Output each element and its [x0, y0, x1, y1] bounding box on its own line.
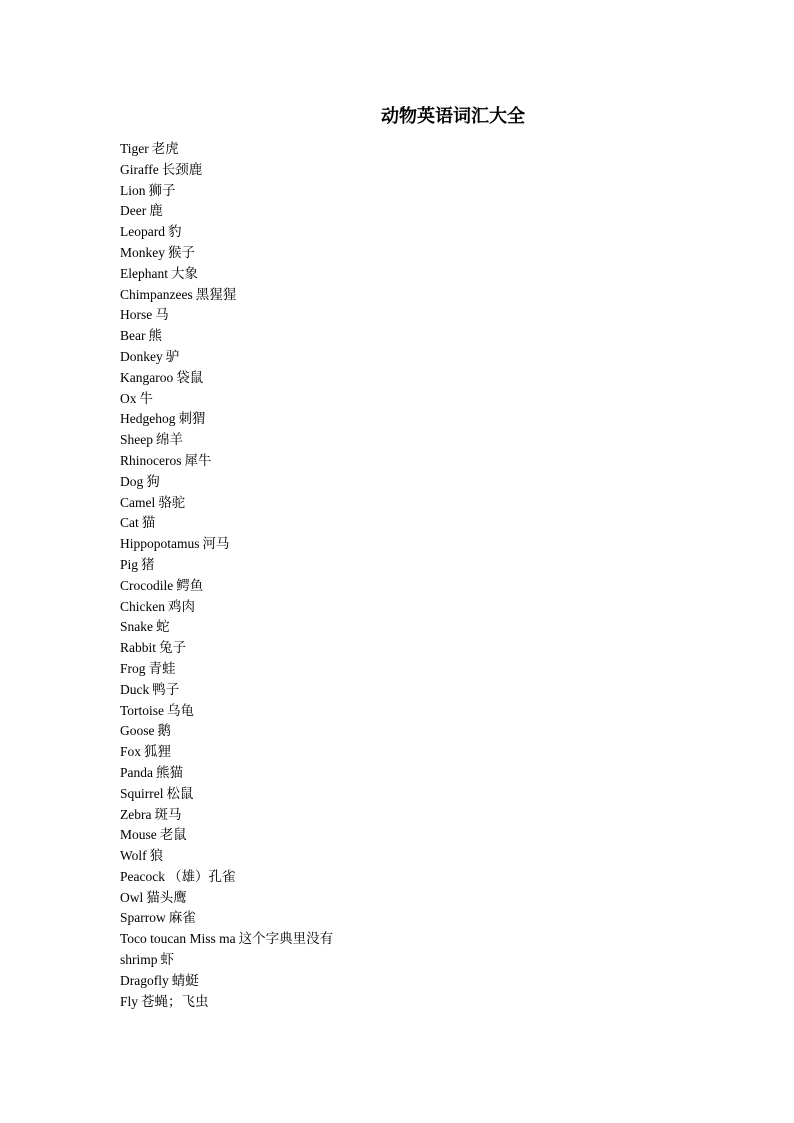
entry-english-word: Zebra: [120, 806, 152, 822]
vocabulary-entry: [120, 493, 333, 514]
vocabulary-entry: [120, 971, 333, 992]
vocabulary-entry: [120, 534, 333, 555]
vocabulary-entry: [120, 368, 333, 389]
entry-chinese-word: 松鼠: [166, 785, 194, 801]
vocabulary-entry: [120, 805, 333, 826]
entry-chinese-word: 骆驼: [158, 494, 186, 510]
entry-english-word: Sparrow: [120, 910, 166, 926]
entry-english-word: Chicken: [120, 598, 165, 614]
entry-chinese-word: 绵羊: [156, 432, 183, 448]
entry-english-word: Toco toucan Miss ma: [120, 931, 236, 947]
entry-chinese-word: （雄）孔雀: [167, 868, 236, 884]
vocabulary-entry: [120, 950, 333, 971]
vocabulary-entry: [120, 638, 333, 659]
vocabulary-entry: [120, 285, 333, 306]
vocabulary-entry: [120, 409, 333, 430]
entry-chinese-word: 狗: [146, 473, 160, 489]
entry-english-word: Chimpanzees: [120, 286, 193, 302]
entry-chinese-word: 狐狸: [144, 744, 172, 760]
entry-chinese-word: 鸡肉: [168, 598, 195, 614]
entry-english-word: Crocodile: [120, 577, 174, 593]
entry-english-word: Bear: [120, 328, 146, 344]
entry-english-word: Hippopotamus: [120, 536, 200, 552]
vocabulary-entry: [120, 784, 333, 805]
entry-chinese-word: 熊: [148, 328, 162, 344]
vocabulary-entry: [120, 555, 333, 576]
entry-english-word: Frog: [120, 660, 146, 676]
vocabulary-entry: [120, 680, 333, 701]
vocabulary-entry: [120, 305, 333, 326]
entry-english-word: Elephant: [120, 265, 168, 281]
vocabulary-entry: [120, 451, 333, 472]
vocabulary-entry: [120, 389, 333, 410]
vocabulary-entry: [120, 659, 333, 680]
vocabulary-entry: [120, 867, 333, 888]
entry-chinese-word: 蛇: [156, 619, 170, 635]
entry-english-word: Tiger: [120, 141, 149, 156]
vocabulary-entry: [120, 617, 333, 638]
vocabulary-entry: [120, 222, 333, 243]
entry-english-word: Cat: [120, 515, 139, 531]
entry-english-word: Camel: [120, 494, 156, 510]
vocabulary-entry: [120, 347, 333, 368]
entry-english-word: Sheep: [120, 432, 153, 448]
entry-chinese-word: 鹅: [157, 723, 171, 739]
entry-english-word: Lion: [120, 182, 146, 198]
entry-english-word: Ox: [120, 390, 137, 406]
entry-english-word: Mouse: [120, 827, 157, 843]
entry-chinese-word: 麻雀: [168, 910, 196, 926]
entry-chinese-word: 豹: [167, 224, 182, 240]
entry-english-word: Squirrel: [120, 785, 164, 801]
entry-chinese-word: 蜻蜓: [171, 972, 199, 988]
entry-chinese-word: 熊猫: [156, 764, 183, 780]
entry-english-word: Goose: [120, 723, 155, 739]
vocabulary-entry: [120, 264, 333, 285]
entry-english-word: Panda: [120, 764, 153, 780]
vocabulary-entry: [120, 160, 333, 181]
vocabulary-entry: [120, 597, 333, 618]
vocabulary-entry: [120, 326, 333, 347]
vocabulary-entry: [120, 846, 333, 867]
entry-english-word: Leopard: [120, 224, 165, 240]
entry-chinese-word: 鳄鱼: [176, 577, 204, 593]
entry-english-word: Tortoise: [120, 702, 165, 718]
entry-chinese-word: 苍蝇；飞虫: [141, 993, 209, 1009]
entry-english-word: Horse: [120, 307, 153, 323]
entry-chinese-word: 河马: [202, 536, 230, 552]
entry-english-word: Hedgehog: [120, 411, 176, 427]
entry-chinese-word: 乌龟: [167, 702, 195, 718]
vocabulary-entry: [120, 513, 333, 534]
vocabulary-entry: [120, 929, 333, 950]
entry-english-word: Rhinoceros: [120, 452, 182, 468]
entry-chinese-word: 鹿: [149, 203, 163, 219]
vocabulary-entry: [120, 992, 333, 1013]
entry-chinese-word: 长颈鹿: [161, 161, 203, 177]
entry-english-word: Kangaroo: [120, 369, 174, 385]
entry-chinese-word: 猫头鹰: [146, 889, 187, 905]
vocabulary-entry: [120, 576, 333, 597]
entry-english-word: Owl: [120, 889, 144, 905]
entry-chinese-word: 猫: [141, 515, 156, 531]
entry-english-word: Wolf: [120, 848, 147, 864]
entry-chinese-word: 狼: [149, 848, 164, 864]
entry-chinese-word: 驴: [165, 348, 180, 364]
vocabulary-entry: [120, 763, 333, 784]
vocabulary-entry: [120, 139, 333, 160]
entry-english-word: Dragofly: [120, 972, 169, 988]
entry-chinese-word: 老鼠: [159, 827, 187, 843]
entry-chinese-word: 大象: [170, 265, 198, 281]
entry-english-word: Peacock: [120, 868, 165, 884]
vocabulary-list: [120, 139, 333, 1012]
vocabulary-entry: [120, 430, 333, 451]
entry-chinese-word: 青蛙: [148, 660, 176, 676]
entry-chinese-word: 老虎: [151, 141, 179, 156]
entry-english-word: Rabbit: [120, 640, 156, 656]
vocabulary-entry: [120, 243, 333, 264]
entry-english-word: Donkey: [120, 348, 163, 364]
vocabulary-entry: [120, 472, 333, 493]
entry-chinese-word: 这个字典里没有: [238, 931, 334, 947]
entry-english-word: shrimp: [120, 952, 158, 968]
vocabulary-entry: [120, 201, 333, 222]
vocabulary-entry: [120, 721, 333, 742]
entry-chinese-word: 犀牛: [184, 452, 212, 468]
entry-english-word: Dog: [120, 473, 144, 489]
document-title: 动物英语词汇大全: [381, 106, 525, 127]
vocabulary-entry: [120, 181, 333, 202]
entry-chinese-word: 斑马: [154, 806, 182, 822]
entry-chinese-word: 猴子: [168, 244, 195, 260]
entry-chinese-word: 马: [155, 307, 169, 323]
vocabulary-entry: [120, 825, 333, 846]
entry-chinese-word: 狮子: [148, 182, 176, 198]
entry-chinese-word: 袋鼠: [176, 369, 204, 385]
entry-english-word: Pig: [120, 556, 139, 572]
entry-chinese-word: 刺猬: [178, 411, 206, 427]
vocabulary-entry: [120, 742, 333, 763]
entry-chinese-word: 猪: [141, 556, 155, 572]
entry-english-word: Duck: [120, 681, 150, 697]
vocabulary-entry: [120, 701, 333, 722]
entry-english-word: Monkey: [120, 244, 165, 260]
entry-chinese-word: 虾: [160, 952, 175, 968]
vocabulary-entry: [120, 908, 333, 929]
entry-english-word: Deer: [120, 203, 147, 219]
entry-english-word: Fly: [120, 993, 139, 1009]
entry-chinese-word: 牛: [139, 390, 153, 406]
entry-english-word: Giraffe: [120, 161, 159, 177]
entry-english-word: Fox: [120, 744, 142, 760]
entry-english-word: Snake: [120, 619, 153, 635]
entry-chinese-word: 鸭子: [152, 681, 180, 697]
entry-chinese-word: 兔子: [159, 640, 186, 656]
vocabulary-entry: [120, 888, 333, 909]
entry-chinese-word: 黑猩猩: [195, 286, 237, 302]
